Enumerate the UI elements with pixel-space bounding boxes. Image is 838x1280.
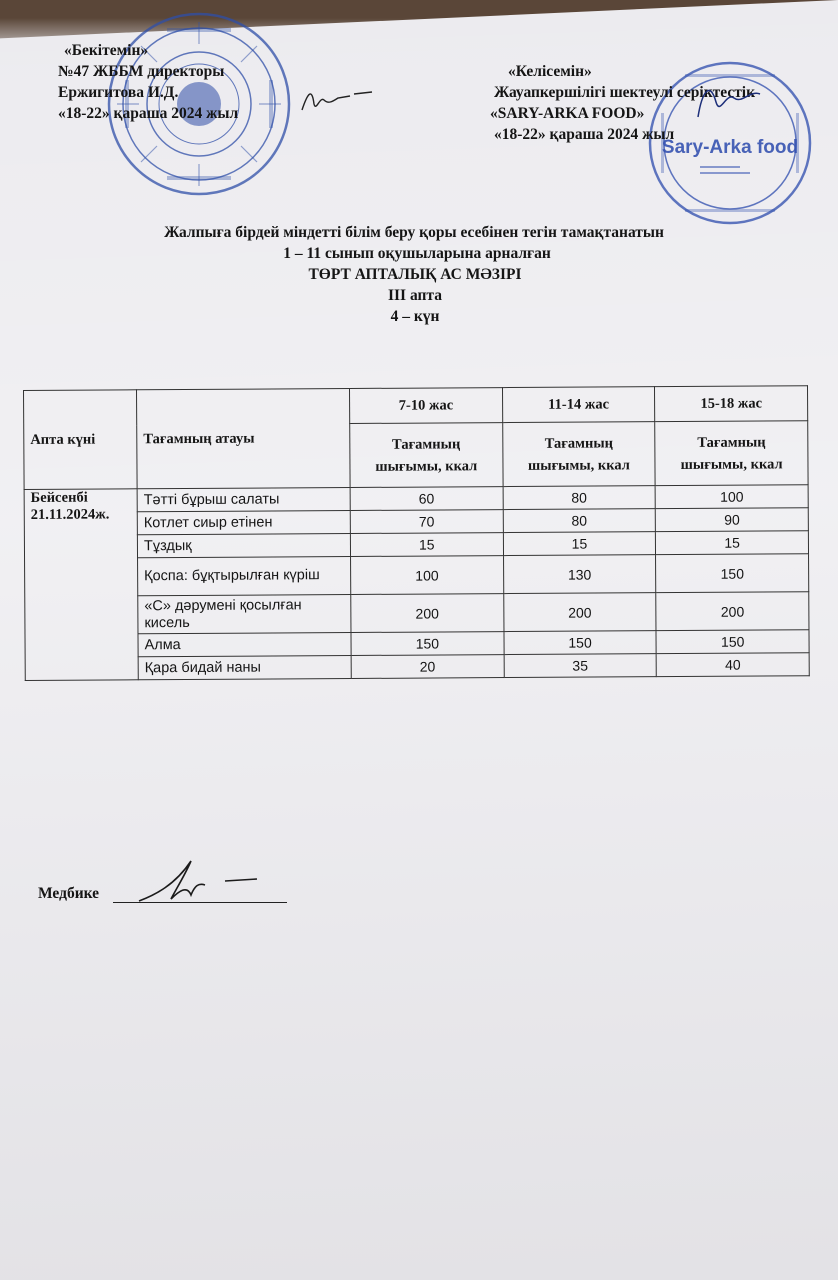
kcal-15-18: 150 xyxy=(656,630,809,654)
age-header-3: 15-18 жас xyxy=(655,386,808,422)
day-name: Бейсенбі xyxy=(30,489,88,506)
agreement-date: «18-22» қараша 2024 жыл xyxy=(494,126,675,143)
nurse-signature xyxy=(135,855,285,905)
menu-table xyxy=(23,385,810,681)
title-day: 4 – күн xyxy=(390,308,440,325)
age-header-1: 7-10 жас xyxy=(349,388,502,424)
company-seal-text: Sary-Arka food xyxy=(661,137,799,158)
kcal-7-10: 70 xyxy=(350,510,503,534)
unit-line-2: шығымы, ккал xyxy=(527,456,630,474)
kcal-11-14: 15 xyxy=(503,532,656,556)
title-line-1: Жалпыға бірдей міндетті білім беру қоры есебінен тегін тамақтанатын xyxy=(164,224,664,241)
approval-date: «18-22» қараша 2024 жыл xyxy=(58,105,239,122)
kcal-7-10: 15 xyxy=(350,533,503,557)
kcal-7-10: 20 xyxy=(351,655,504,679)
agreement-title: «Келісемін» xyxy=(508,63,592,80)
dish-name: Тәтті бұрыш салаты xyxy=(137,488,350,512)
kcal-11-14: 150 xyxy=(504,631,657,655)
document-titles xyxy=(0,222,838,327)
unit-line-1: Тағамның xyxy=(391,435,461,453)
kcal-11-14: 35 xyxy=(504,654,657,678)
unit-line-2: шығымы, ккал xyxy=(680,455,783,473)
company-name: «SARY-ARKA FOOD» xyxy=(490,105,645,122)
kcal-15-18: 90 xyxy=(656,508,809,532)
title-week: III апта xyxy=(387,287,442,304)
kcal-11-14: 130 xyxy=(503,555,656,594)
unit-header-1 xyxy=(350,423,503,488)
kcal-7-10: 100 xyxy=(351,556,504,595)
company-type: Жауапкершілігі шектеулі серіктестік xyxy=(494,84,756,101)
dish-name: Алма xyxy=(138,633,351,657)
kcal-15-18: 40 xyxy=(656,653,809,677)
kcal-11-14: 80 xyxy=(503,509,656,533)
dish-name: Қоспа: бұқтырылған күріш xyxy=(138,557,351,596)
kcal-15-18: 15 xyxy=(656,531,809,555)
dish-name: Тұздық xyxy=(137,534,350,558)
title-line-2: 1 – 11 сынып оқушыларына арналған xyxy=(283,245,551,262)
unit-line-2: шығымы, ккал xyxy=(375,457,478,475)
dish-name: Қара бидай наны xyxy=(138,656,351,680)
unit-line-1: Тағамның xyxy=(697,433,766,451)
day-date: 21.11.2024ж. xyxy=(30,506,110,523)
approval-title: «Бекітемін» xyxy=(64,42,149,59)
kcal-11-14: 200 xyxy=(503,593,656,632)
unit-header-2 xyxy=(502,422,655,487)
kcal-7-10: 200 xyxy=(351,594,504,633)
title-line-3: ТӨРТ АПТАЛЫҚ АС МӘЗІРІ xyxy=(308,266,522,283)
age-header-2: 11-14 жас xyxy=(502,387,655,423)
kcal-15-18: 200 xyxy=(656,592,809,631)
unit-line-1: Тағамның xyxy=(544,434,614,452)
director-name: Ержигитова И.Д. xyxy=(58,84,179,101)
dish-name: «С» дәрумені қосылған кисель xyxy=(138,595,351,634)
nurse-label: Медбике xyxy=(38,885,100,902)
school-director: №47 ЖББМ директоры xyxy=(58,63,225,80)
kcal-11-14: 80 xyxy=(503,486,656,510)
director-signature xyxy=(298,82,378,118)
dish-name: Котлет сиыр етінен xyxy=(137,511,350,535)
day-cell xyxy=(24,489,138,681)
agreement-signature xyxy=(690,72,780,132)
kcal-7-10: 60 xyxy=(350,487,503,511)
kcal-15-18: 100 xyxy=(655,485,808,509)
unit-header-3 xyxy=(655,421,808,486)
col-name-header: Тағамның атауы xyxy=(137,389,351,489)
kcal-7-10: 150 xyxy=(351,632,504,656)
col-day-header: Апта күні xyxy=(24,390,138,490)
approval-block xyxy=(58,40,238,124)
kcal-15-18: 150 xyxy=(656,554,809,593)
